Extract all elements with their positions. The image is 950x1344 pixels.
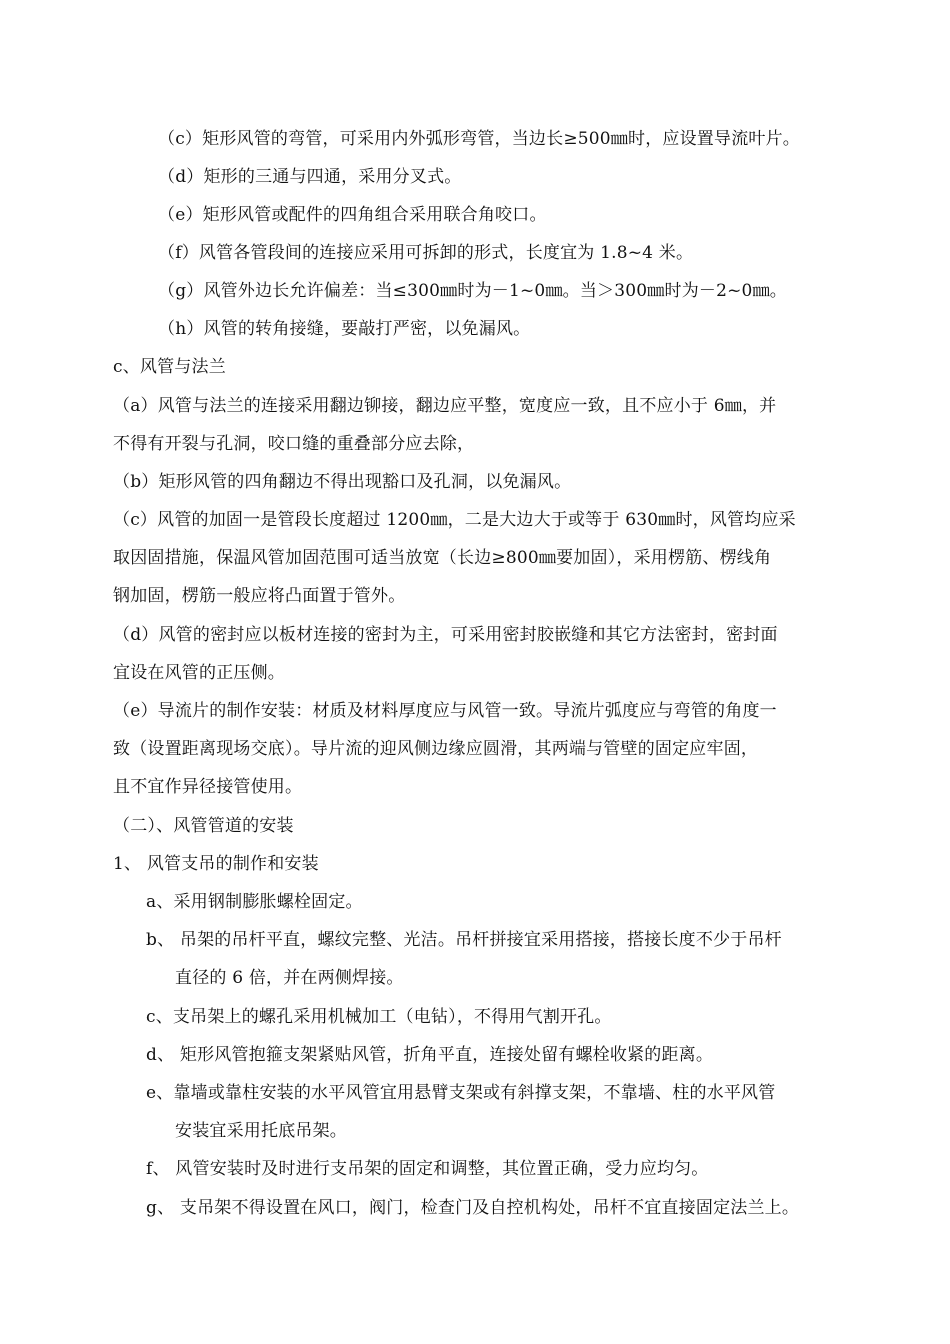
list-item: b、 吊架的吊杆平直，螺纹完整、光洁。吊杆拼接宜采用搭接，搭接长度不少于吊杆 <box>146 930 782 950</box>
list-item: f、 风管安装时及时进行支吊架的固定和调整，其位置正确，受力应均匀。 <box>146 1159 709 1179</box>
paragraph-line: （g）风管外边长允许偏差：当≤300㎜时为－1~0㎜。当＞300㎜时为－2~0㎜。 <box>158 281 787 301</box>
paragraph-line: （a）风管与法兰的连接采用翻边铆接，翻边应平整，宽度应一致，且不应小于 6㎜，并 <box>113 396 777 416</box>
paragraph-line: 致（设置距离现场交底）。导片流的迎风侧边缘应圆滑，其两端与管壁的固定应牢固， <box>113 739 759 759</box>
paragraph-line: （e）矩形风管或配件的四角组合采用联合角咬口。 <box>158 205 547 225</box>
list-item: a、采用钢制膨胀螺栓固定。 <box>146 892 363 912</box>
list-item: g、 支吊架不得设置在风口，阀门，检查门及自控机构处，吊杆不宜直接固定法兰上。 <box>146 1198 800 1218</box>
paragraph-line: （f）风管各管段间的连接应采用可拆卸的形式，长度宜为 1.8~4 米。 <box>158 243 694 263</box>
paragraph-line: （h）风管的转角接缝，要敲打严密，以免漏风。 <box>158 319 531 339</box>
list-item: c、支吊架上的螺孔采用机械加工（电钻），不得用气割开孔。 <box>146 1007 612 1027</box>
list-item: e、靠墙或靠柱安装的水平风管宜用悬臂支架或有斜撑支架，不靠墙、柱的水平风管 <box>146 1083 776 1103</box>
paragraph-line: 宜设在风管的正压侧。 <box>113 663 285 683</box>
paragraph-line: （c）风管的加固一是管段长度超过 1200㎜，二是大边大于或等于 630㎜时，风管均应采 <box>113 510 796 530</box>
paragraph-line: 钢加固，楞筋一般应将凸面置于管外。 <box>113 586 406 606</box>
paragraph-line: （c）矩形风管的弯管，可采用内外弧形弯管，当边长≥500㎜时，应设置导流叶片。 <box>158 129 801 149</box>
paragraph-line: （d）风管的密封应以板材连接的密封为主，可采用密封胶嵌缝和其它方法密封，密封面 <box>113 625 778 645</box>
paragraph-line: （e）导流片的制作安装：材质及材料厚度应与风管一致。导流片弧度应与弯管的角度一 <box>113 701 777 721</box>
paragraph-line: （b）矩形风管的四角翻边不得出现豁口及孔洞，以免漏风。 <box>113 472 572 492</box>
section-heading: 1、 风管支吊的制作和安装 <box>113 854 319 874</box>
list-item: d、 矩形风管抱箍支架紧贴风管，折角平直，连接处留有螺栓收紧的距离。 <box>146 1045 714 1065</box>
section-heading: c、风管与法兰 <box>113 357 226 377</box>
paragraph-line: 取因固措施，保温风管加固范围可适当放宽（长边≥800㎜要加固），采用楞筋、楞线角 <box>113 548 772 568</box>
list-item-continuation: 直径的 6 倍，并在两侧焊接。 <box>175 968 404 988</box>
paragraph-line: 且不宜作异径接管使用。 <box>113 777 303 797</box>
list-item-continuation: 安装宜采用托底吊架。 <box>175 1121 347 1141</box>
paragraph-line: （d）矩形的三通与四通，采用分叉式。 <box>158 167 462 187</box>
section-heading: （二）、风管管道的安装 <box>113 816 294 836</box>
paragraph-line: 不得有开裂与孔洞，咬口缝的重叠部分应去除， <box>113 434 475 454</box>
